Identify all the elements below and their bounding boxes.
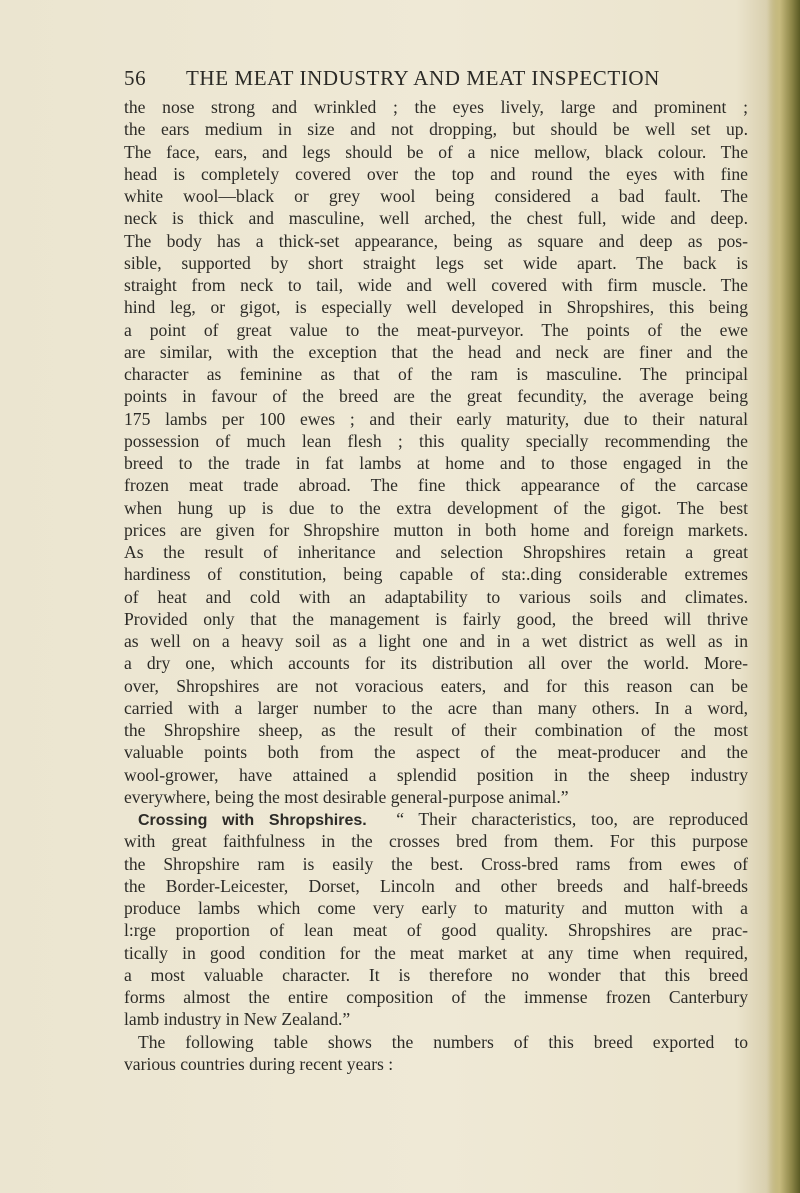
text-line: The following table shows the numbers of this breed exported to: [138, 1031, 748, 1052]
text-line: a most valuable character. It is therefore no wonder that this breed: [124, 964, 748, 985]
section-heading: Crossing with Shropshires.: [138, 812, 367, 829]
text-line: hardiness of constitution, being capable of sta:.ding considerable extremes: [124, 564, 748, 585]
text-line: l:rge proportion of lean meat of good quality. Shropshires are prac-: [124, 920, 748, 941]
text-line: The body has a thick-set appearance, being as square and deep as pos-: [124, 230, 748, 251]
text-line: possession of much lean flesh ; this quality specially recommending the: [124, 430, 748, 451]
text-line: character as feminine as that of the ram is masculine. The principal: [124, 364, 748, 384]
running-title: THE MEAT INDUSTRY AND MEAT INSPECTION: [186, 66, 660, 90]
text-line: everywhere, being the most desirable general-purpose animal.”: [124, 786, 569, 807]
text-line: tically in good condition for the meat market at any time when required,: [124, 942, 748, 963]
text-line: head is completely covered over the top and round the eyes with fine: [124, 163, 748, 184]
running-head: [100, 66, 660, 91]
text-line: the Shropshire sheep, as the result of their combination of the most: [124, 720, 748, 740]
text-line: a dry one, which accounts for its distribution all over the world. More-: [124, 653, 748, 674]
text-line: white wool—black or grey wool being considered a bad fault. The: [124, 186, 748, 206]
heading-line-text: “ Their characteristics, too, are reproduced: [396, 809, 748, 829]
text-line: valuable points both from the aspect of the meat-producer and the: [124, 742, 748, 763]
text-line: with great faithfulness in the crosses bred from them. For this purpose: [124, 831, 748, 852]
text-line: wool-grower, have attained a splendid position in the sheep industry: [124, 764, 748, 785]
text-line: The face, ears, and legs should be of a nice mellow, black colour. The: [124, 141, 748, 162]
body-text: [124, 96, 748, 1075]
page-edge-shadow: [766, 0, 800, 1193]
text-line: Provided only that the management is fairly good, the breed will thrive: [124, 608, 748, 629]
text-line: of heat and cold with an adaptability to various soils and climates.: [124, 586, 748, 607]
text-line: sible, supported by short straight legs set wide apart. The back is: [124, 252, 748, 273]
text-line: frozen meat trade abroad. The fine thick appearance of the carcase: [124, 475, 748, 496]
text-line: forms almost the entire composition of the immense frozen Canterbury: [124, 987, 748, 1007]
text-line: produce lambs which come very early to maturity and mutton with a: [124, 898, 748, 918]
text-line: various countries during recent years :: [124, 1053, 394, 1074]
section-heading-line: [124, 808, 748, 830]
text-line: as well on a heavy soil as a light one and in a wet district as well as in: [124, 631, 748, 651]
text-line: 175 lambs per 100 ewes ; and their early maturity, due to their natural: [124, 408, 748, 429]
text-line: the ears medium in size and not dropping, but should be well set up.: [124, 119, 748, 140]
text-line: lamb industry in New Zealand.”: [124, 1009, 351, 1030]
text-line: straight from neck to tail, wide and well covered with firm muscle. The: [124, 275, 748, 295]
text-line: prices are given for Shropshire mutton in both home and foreign markets.: [124, 519, 748, 540]
text-line: neck is thick and masculine, well arched, the chest full, wide and deep.: [124, 208, 748, 229]
text-line: hind leg, or gigot, is especially well developed in Shropshires, this being: [124, 297, 748, 318]
text-line: a point of great value to the meat-purveyor. The points of the ewe: [124, 319, 748, 340]
text-line: breed to the trade in fat lambs at home and to those engaged in the: [124, 453, 748, 473]
text-line: points in favour of the breed are the great fecundity, the average being: [124, 386, 748, 407]
page-number: 56: [124, 66, 147, 90]
text-line: the Border-Leicester, Dorset, Lincoln and other breeds and half-breeds: [124, 875, 748, 896]
text-line: carried with a larger number to the acre than many others. In a word,: [124, 697, 748, 718]
text-line: when hung up is due to the extra development of the gigot. The best: [124, 497, 748, 518]
text-line: the Shropshire ram is easily the best. Cross-bred rams from ewes of: [124, 853, 748, 874]
text-line: over, Shropshires are not voracious eaters, and for this reason can be: [124, 675, 748, 696]
text-line: As the result of inheritance and selection Shropshires retain a great: [124, 542, 748, 562]
text-line: are similar, with the exception that the head and neck are finer and the: [124, 341, 748, 362]
text-line: the nose strong and wrinkled ; the eyes lively, large and prominent ;: [124, 97, 748, 117]
